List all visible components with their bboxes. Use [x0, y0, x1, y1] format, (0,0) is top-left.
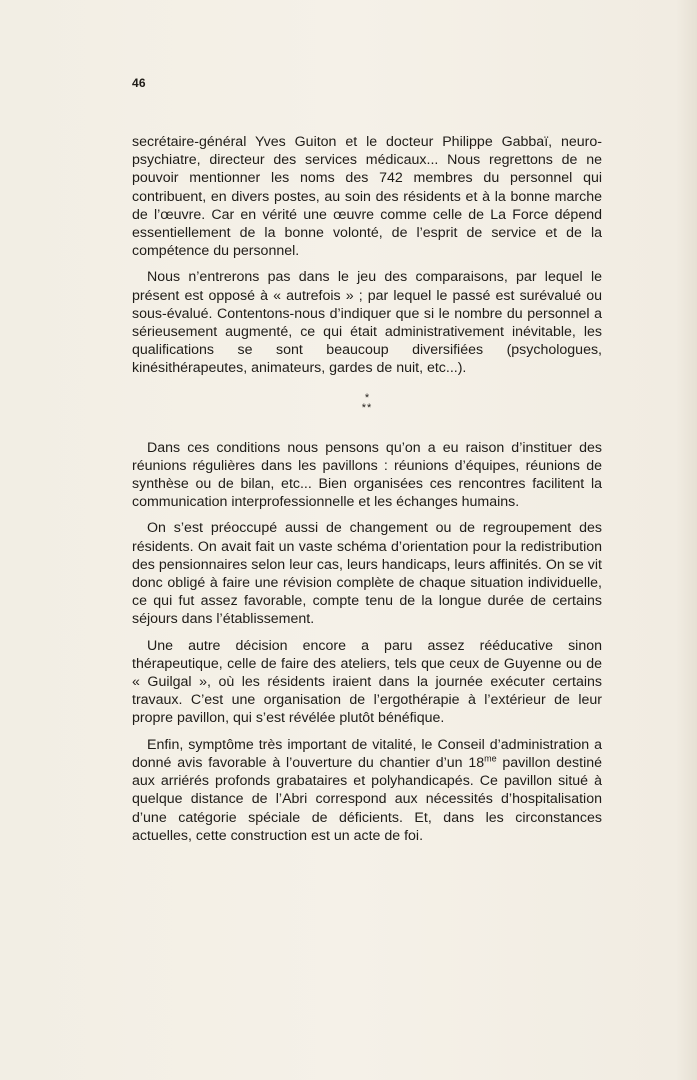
paragraph-comparisons: Nous n’entrerons pas dans le jeu des comparaisons, par lequel le présent est opposé à « autrefois » ; par lequel le passé est surévalué ou sous-évalué. Contentons-nous d’indiquer que si le nombre du personnel a sérieusement augmenté, ce qui était administrativement inévitable, les qualifications se sont beaucoup diversifiées (psychologues, kinésithérapeutes, animateurs, gardes de nuit, etc...). [132, 269, 602, 377]
pavilion-text-start: Enfin, symptôme très important de vitalité, le Conseil d’administration a donné avis favorable à l’ouverture du chantier d’un 18 [132, 736, 602, 771]
ordinal-superscript: me [484, 753, 497, 764]
paragraph-workshops: Une autre décision encore a paru assez rééducative sinon thérapeutique, celle de faire des ateliers, tels que ceux de Guyenne ou de « Guilgal », où les résidents iraient dans la journée exécuter certains travaux. C’est une organisation de l’ergothérapie à l’extérieur de leur propre pavillon, qui s’est révélée plutôt bénéfique. [132, 637, 602, 727]
separator-stars-bottom: ** [361, 401, 373, 414]
section-separator [132, 393, 602, 413]
paragraph-continuation: secrétaire-général Yves Guiton et le docteur Philippe Gabbaï, neuro-psychiatre, directeur des services médicaux... Nous regrettons de ne pouvoir mentionner les noms des 742 membres du personnel qui contribuent, en divers postes, au soin des résidents et à la bonne marche de l’œuvre. Car en vérité une œuvre comme celle de La Force dépend essentiellement de la bonne volonté, de l’esprit de service et de la compétence du personnel. [132, 134, 602, 260]
paragraph-meetings: Dans ces conditions nous pensons qu’on a eu raison d’instituer des réunions régulières dans les pavillons : réunions d’équipes, réunions de synthèse ou de bilan, etc... Bien organisées ces rencontres facilitent la communication interprofessionnelle et les échanges humains. [132, 439, 602, 511]
paragraph-pavilion [132, 736, 602, 845]
paragraph-regrouping: On s’est préoccupé aussi de changement ou de regroupement des résidents. On avait fait un vaste schéma d’orientation pour la redistribution des pensionnaires selon leur cas, leurs handicaps, leurs affinités. On se vit donc obligé à faire une révision complète de chaque situation individuelle, ce qui fut assez favorable, compte tenu de la longue durée de certains séjours dans l’établissement. [132, 520, 602, 628]
separator-star-top: * [364, 391, 370, 404]
pavilion-text-end: pavillon destiné aux arriérés profonds grabataires et polyhandicapés. Ce pavillon situé à quelque distance de l’Abri correspond aux nécessités d’hospitalisation d’une catégorie spéciale de déficients. Et, dans les circonstances actuelles, cette construction est un acte de foi. [132, 754, 603, 844]
page-number: 46 [132, 76, 146, 90]
body-text [132, 133, 602, 853]
